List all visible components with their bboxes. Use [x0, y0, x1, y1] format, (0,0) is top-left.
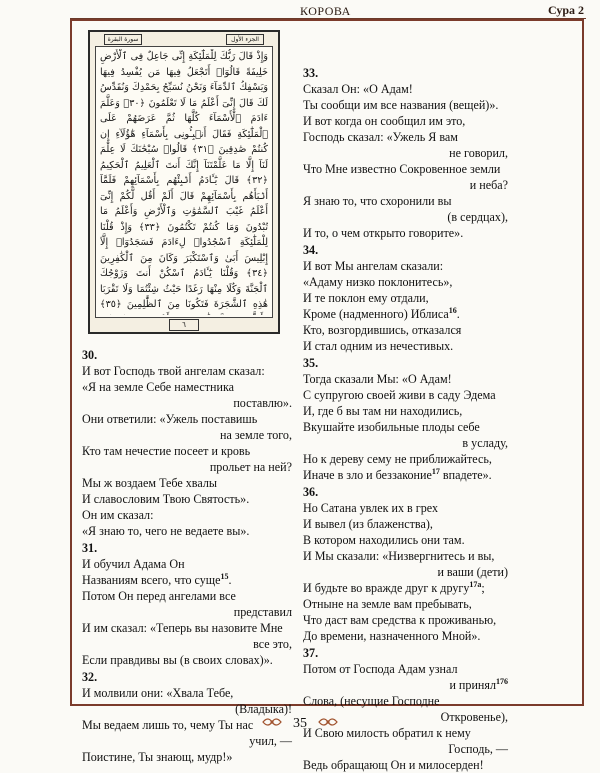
translation-column-right	[303, 64, 508, 773]
verse-line: И, где б вы там ни находились,	[303, 404, 463, 418]
verse-line: (в сердцах),	[447, 210, 508, 224]
verse-line: Мы ведаем лишь то, чему Ты нас	[82, 718, 254, 732]
verse-line: Потом от Господа Адам узнал	[303, 662, 458, 676]
verse-line: И обучил Адама Он	[82, 557, 185, 571]
verse-line: И стал одним из нечестивых.	[303, 339, 454, 353]
verse-line: И вывел (из блаженства),	[303, 517, 433, 531]
arabic-text-panel	[88, 30, 280, 334]
verse-line: И им сказал: «Теперь вы назовите Мне	[82, 621, 283, 635]
verse-line: Поистине, Ты знающ, мудр!»	[82, 750, 233, 764]
verse-line: И будьте во вражде друг к другу$^{17а}$;	[303, 579, 485, 595]
verse-line: «Я знаю то, чего не ведаете вы».	[82, 524, 250, 538]
arabic-tag-right: الجزء الأول	[226, 34, 264, 45]
footnote-mark: 17	[431, 466, 440, 476]
verse-line: прольет на ней?	[209, 460, 292, 474]
arabic-tag-left: سورة البقرة	[104, 34, 142, 45]
verse-number: 33.	[303, 66, 319, 80]
verse-line: Но к дереву сему не приближайтесь,	[303, 452, 492, 466]
running-header-sura: Сура 2	[547, 3, 584, 17]
footnote-mark: 16	[448, 305, 457, 315]
verse-line: Ты сообщи им все названия (вещей)».	[303, 98, 499, 112]
arabic-page-number: ٦	[169, 319, 199, 331]
verse-line: И вот Мы ангелам сказали:	[303, 259, 444, 273]
verse-line: (Владыка)!	[235, 702, 292, 716]
verse-number: 30.	[82, 348, 98, 362]
ornament-right-icon	[318, 716, 338, 728]
arabic-text-frame	[95, 46, 273, 318]
verse-line: Вкушайте изобильные плоды себе	[303, 420, 480, 434]
verse-line: С супругою своей живи в саду Эдема	[303, 388, 496, 402]
verse-line: Кто там нечестие посеет и кровь	[82, 444, 251, 458]
arabic-verses: وَإِذْ قَالَ رَبُّكَ لِلْمَلَٰٓئِكَةِ إِنِّى جَاعِلٌ فِى ٱلْأَرْضِ خَلِيفَةً قَالُوٓا۟ أَتَجْعَلُ فِيهَا مَن يُفْسِدُ فِيهَا وَيَسْفِكُ ٱلدِّمَآءَ وَنَحْنُ نُسَبِّحُ بِحَمْدِكَ وَنُقَدِّسُ لَكَ قَالَ إِنِّىٓ أَعْلَمُ مَا لَا تَعْلَمُونَ ﴿٣٠﴾ وَعَلَّمَ ءَادَمَ ٱلْأَسْمَآءَ كُلَّهَا ثُمَّ عَرَضَهُمْ عَلَى ٱلْمَلَٰٓئِكَةِ فَقَالَ أَنۢبِـُٔونِى بِأَسْمَآءِ هَٰٓؤُلَآءِ إِن كُنتُمْ صَٰدِقِينَ ﴿٣١﴾ قَالُوا۟ سُبْحَٰنَكَ لَا عِلْمَ لَنَآ إِلَّا مَا عَلَّمْتَنَآ إِنَّكَ أَنتَ ٱلْعَلِيمُ ٱلْحَكِيمُ ﴿٣٢﴾ قَالَ يَٰٓـَٔادَمُ أَنۢبِئْهُم بِأَسْمَآئِهِمْ فَلَمَّآ أَنۢبَأَهُم بِأَسْمَآئِهِمْ قَالَ أَلَمْ أَقُل لَّكُمْ إِنِّىٓ أَعْلَمُ غَيْبَ ٱلسَّمَٰوَٰتِ وَٱلْأَرْضِ وَأَعْلَمُ مَا تُبْدُونَ وَمَا كُنتُمْ تَكْتُمُونَ ﴿٣٣﴾ وَإِذْ قُلْنَا لِلْمَلَٰٓئِكَةِ ٱسْجُدُوا۟ لِءَادَمَ فَسَجَدُوٓا۟ إِلَّآ إِبْلِيسَ أَبَىٰ وَٱسْتَكْبَرَ وَكَانَ مِنَ ٱلْكَٰفِرِينَ ﴿٣٤﴾ وَقُلْنَا يَٰٓـَٔادَمُ ٱسْكُنْ أَنتَ وَزَوْجُكَ ٱلْجَنَّةَ وَكُلَا مِنْهَا رَغَدًا حَيْثُ شِئْتُمَا وَلَا تَقْرَبَا هَٰذِهِ ٱلشَّجَرَةَ فَتَكُونَا مِنَ ٱلظَّٰلِمِينَ ﴿٣٥﴾	[100, 51, 268, 310]
verse-number: 32.	[82, 670, 98, 684]
verse-line: И славословим Твою Святость».	[82, 492, 250, 506]
verse-number: 31.	[82, 541, 98, 555]
verse-line: все это,	[253, 637, 292, 651]
verse-line: и неба?	[469, 178, 508, 192]
translation-column-left	[82, 346, 292, 765]
page-number: 35	[293, 716, 307, 731]
verse-line: И те поклон ему отдали,	[303, 291, 429, 305]
verse-line: И Свою милость обратил к нему	[303, 726, 471, 740]
verse-line: Мы ж воздаем Тебе хвалы	[82, 476, 217, 490]
verse-line: Кто, возгордившись, отказался	[303, 323, 462, 337]
verse-line: учил, —	[249, 734, 292, 748]
verse-line: И вот Господь твой ангелам сказал:	[82, 364, 265, 378]
verse-line: «Я на земле Себе наместника	[82, 380, 235, 394]
running-header-title: КОРОВА	[300, 4, 351, 18]
verse-line: Сказал Он: «О Адам!	[303, 82, 413, 96]
verse-line: Господь сказал: «Ужель Я вам	[303, 130, 458, 144]
footnote-mark: 176	[496, 676, 508, 686]
verse-number: 34.	[303, 243, 319, 257]
verse-line: И Мы сказали: «Низвергнитесь и вы,	[303, 549, 495, 563]
verse-line: Они ответили: «Ужель поставишь	[82, 412, 258, 426]
verse-line: Я знаю то, что схоронили вы	[303, 194, 452, 208]
verse-line: Потом Он перед ангелами все	[82, 589, 236, 603]
verse-line: Названиям всего, что суще$^{15}$.	[82, 571, 232, 587]
verse-line: Если правдивы вы (в своих словах)».	[82, 653, 273, 667]
verse-line: Господь, —	[448, 742, 508, 756]
verse-line: И вот когда он сообщил им это,	[303, 114, 466, 128]
verse-number: 37.	[303, 646, 319, 660]
verse-line: Ведь обращающ Он и милосерден!	[303, 758, 484, 772]
verse-line: не говорил,	[449, 146, 508, 160]
verse-line: поставлю».	[233, 396, 292, 410]
footnote-mark: 15	[220, 571, 229, 581]
verse-line: и принял$^{176}$	[449, 676, 508, 692]
verse-line: Откровенье),	[440, 710, 508, 724]
page-footer	[0, 708, 600, 748]
verse-line: Что даст вам средства к проживанью,	[303, 613, 497, 627]
verse-line: В котором находились они там.	[303, 533, 465, 547]
verse-line: И молвили они: «Хвала Тебе,	[82, 686, 234, 700]
verse-line: Иначе в зло и беззаконие$^{17}$ впадете».	[303, 466, 492, 482]
verse-number: 35.	[303, 356, 319, 370]
verse-line: и ваши (дети)	[437, 565, 508, 579]
footnote-mark: 17а	[469, 579, 482, 589]
verse-line: Он им сказал:	[82, 508, 154, 522]
verse-number: 36.	[303, 485, 319, 499]
verse-line: Слова, (несущие Господне	[303, 694, 440, 708]
verse-line: Но Сатана увлек их в грех	[303, 501, 439, 515]
verse-line: представил	[233, 605, 292, 619]
verse-line: Отныне на земле вам пребывать,	[303, 597, 472, 611]
verse-line: До времени, назначенного Мной».	[303, 629, 481, 643]
verse-line: Кроме (надменного) Иблиса$^{16}$.	[303, 305, 460, 321]
verse-line: Что Мне известно Сокровенное земли	[303, 162, 501, 176]
verse-line: Тогда сказали Мы: «О Адам!	[303, 372, 452, 386]
verse-line: в усладу,	[462, 436, 508, 450]
verse-line: И то, о чем открыто говорите».	[303, 226, 464, 240]
verse-line: на земле того,	[220, 428, 292, 442]
verse-line: «Адаму низко поклонитесь»,	[303, 275, 453, 289]
ornament-left-icon	[262, 716, 282, 728]
